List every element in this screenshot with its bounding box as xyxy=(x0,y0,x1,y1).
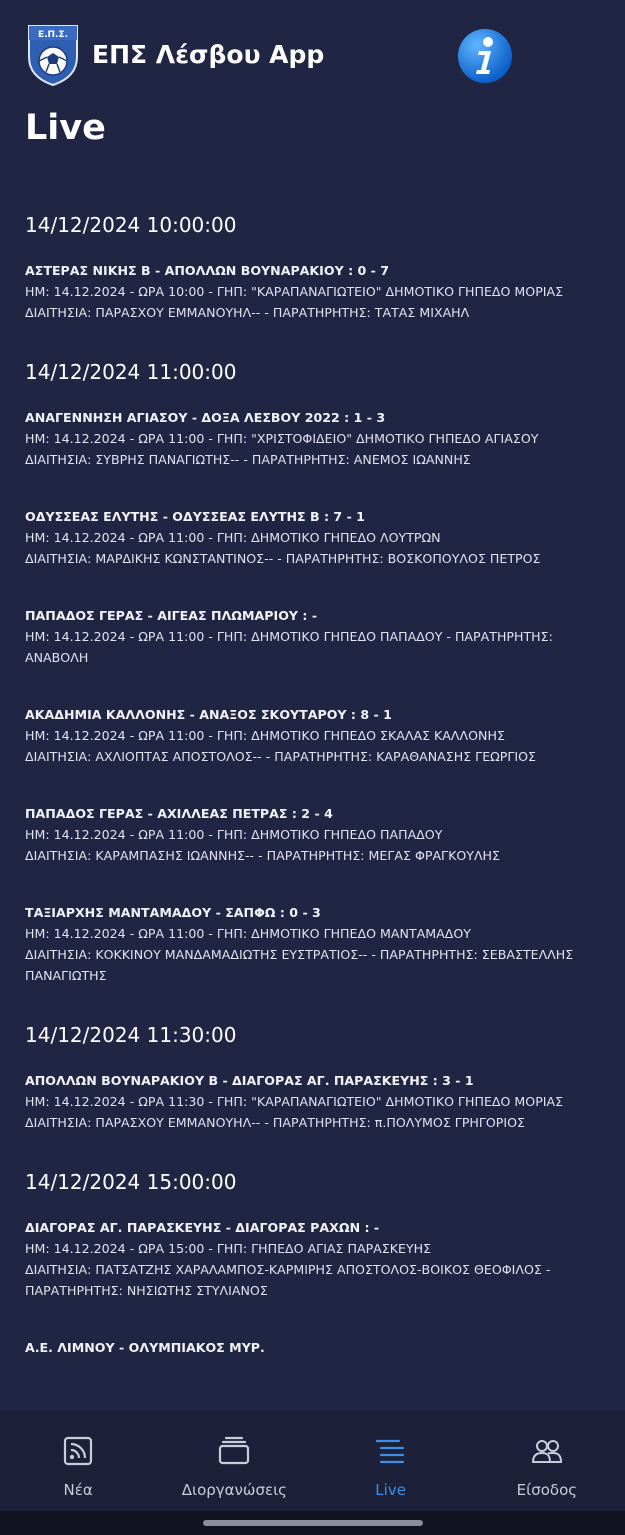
match-title-partial[interactable]: Α.Ε. ΛΙΜΝΟΥ - ΟΛΥΜΠΙΑΚΟΣ ΜΥΡ. xyxy=(25,1340,265,1355)
match-group xyxy=(0,1022,625,1133)
match-details: ΗΜ: 14.12.2024 - ΩΡΑ 11:00 - ΓΗΠ: ΔΗΜΟΤΙΚΟ ΓΗΠΕΔΟ ΛΟΥΤΡΩΝ xyxy=(25,530,441,545)
match-item[interactable] xyxy=(25,803,600,866)
match-title: ΠΑΠΑΔΟΣ ΓΕΡΑΣ - ΑΙΓΕΑΣ ΠΛΩΜΑΡΙΟΥ : - xyxy=(25,608,318,623)
match-details: ΗΜ: 14.12.2024 - ΩΡΑ 11:00 - ΓΗΠ: "ΧΡΙΣΤΟΦΙΔΕΙΟ" ΔΗΜΟΤΙΚΟ ΓΗΠΕΔΟ ΑΓΙΑΣΟΥ xyxy=(25,431,539,446)
match-details: ΗΜ: 14.12.2024 - ΩΡΑ 11:00 - ΓΗΠ: ΔΗΜΟΤΙΚΟ ΓΗΠΕΔΟ ΣΚΑΛΑΣ ΚΑΛΛΟΝΗΣ xyxy=(25,728,505,743)
group-date: 14/12/2024 11:00:00 xyxy=(25,360,237,384)
match-item[interactable] xyxy=(25,260,600,323)
match-officials: ΔΙΑΙΤΗΣΙΑ: ΚΟΚΚΙΝΟΥ ΜΑΝΔΑΜΑΔΙΩΤΗΣ ΕΥΣΤΡΑΤΙΟΣ-- - ΠΑΡΑΤΗΡΗΤΗΣ: ΣΕΒΑΣΤΕΛΛΗΣ ΠΑΝΑΓΙΩΤΗΣ xyxy=(25,947,574,983)
match-group xyxy=(0,359,625,986)
match-details: ΗΜ: 14.12.2024 - ΩΡΑ 15:00 - ΓΗΠ: ΓΗΠΕΔΟ ΑΓΙΑΣ ΠΑΡΑΣΚΕΥΗΣ xyxy=(25,1241,432,1256)
app-header xyxy=(0,0,625,90)
nav-item-login[interactable] xyxy=(469,1411,625,1511)
match-officials: ΔΙΑΙΤΗΣΙΑ: ΠΑΤΣΑΤΖΗΣ ΧΑΡΑΛΑΜΠΟΣ-ΚΑΡΜΙΡΗΣ ΑΠΟΣΤΟΛΟΣ-ΒΟΙΚΟΣ ΘΕΟΦΙΛΟΣ - ΠΑΡΑΤΗΡΗΤΗΣ: ΝΗΣΙΩΤΗΣ ΣΤΥΛΙΑΝΟΣ xyxy=(25,1262,551,1298)
nav-item-competitions[interactable] xyxy=(156,1411,312,1511)
page-title: Live xyxy=(25,108,106,148)
list-icon xyxy=(375,1435,407,1467)
home-gesture-bar[interactable] xyxy=(203,1520,423,1526)
stack-icon xyxy=(218,1435,250,1467)
nav-label: Διοργανώσεις xyxy=(181,1481,287,1499)
live-match-list xyxy=(0,190,625,1412)
match-item[interactable] xyxy=(25,407,600,470)
group-date: 14/12/2024 11:30:00 xyxy=(25,1023,237,1047)
match-details: ΗΜ: 14.12.2024 - ΩΡΑ 11:30 - ΓΗΠ: "ΚΑΡΑΠΑΝΑΓΙΩΤΕΙΟ" ΔΗΜΟΤΙΚΟ ΓΗΠΕΔΟ ΜΟΡΙΑΣ xyxy=(25,1094,564,1109)
info-icon xyxy=(457,28,513,84)
group-date: 14/12/2024 15:00:00 xyxy=(25,1170,237,1194)
match-title: ΑΝΑΓΕΝΝΗΣΗ ΑΓΙΑΣΟΥ - ΔΟΞΑ ΛΕΣΒΟΥ 2022 : 1 - 3 xyxy=(25,410,386,425)
nav-label: Νέα xyxy=(63,1481,93,1499)
match-item[interactable] xyxy=(25,605,600,668)
svg-text:Ε.Π.Σ.: Ε.Π.Σ. xyxy=(37,30,69,40)
match-details: ΗΜ: 14.12.2024 - ΩΡΑ 11:00 - ΓΗΠ: ΔΗΜΟΤΙΚΟ ΓΗΠΕΔΟ ΜΑΝΤΑΜΑΔΟΥ xyxy=(25,926,471,941)
match-group xyxy=(0,1169,625,1301)
group-date: 14/12/2024 10:00:00 xyxy=(25,213,237,237)
match-officials: ΔΙΑΙΤΗΣΙΑ: ΑΧΛΙΟΠΤΑΣ ΑΠΟΣΤΟΛΟΣ-- - ΠΑΡΑΤΗΡΗΤΗΣ: ΚΑΡΑΘΑΝΑΣΗΣ ΓΕΩΡΓΙΟΣ xyxy=(25,749,536,764)
info-button[interactable] xyxy=(457,28,513,84)
match-title: ΑΚΑΔΗΜΙΑ ΚΑΛΛΟΝΗΣ - ΑΝΑΞΟΣ ΣΚΟΥΤΑΡΟΥ : 8 - 1 xyxy=(25,707,392,722)
match-details: ΗΜ: 14.12.2024 - ΩΡΑ 11:00 - ΓΗΠ: ΔΗΜΟΤΙΚΟ ΓΗΠΕΔΟ ΠΑΠΑΔΟΥ - ΠΑΡΑΤΗΡΗΤΗΣ: xyxy=(25,629,553,644)
nav-label: Live xyxy=(375,1481,406,1499)
match-item[interactable] xyxy=(25,902,600,986)
match-item[interactable] xyxy=(25,506,600,569)
match-item[interactable] xyxy=(25,1070,600,1133)
match-officials: ΔΙΑΙΤΗΣΙΑ: ΜΑΡΔΙΚΗΣ ΚΩΝΣΤΑΝΤΙΝΟΣ-- - ΠΑΡΑΤΗΡΗΤΗΣ: ΒΟΣΚΟΠΟΥΛΟΣ ΠΕΤΡΟΣ xyxy=(25,551,541,566)
match-title: ΟΔΥΣΣΕΑΣ ΕΛΥΤΗΣ - ΟΔΥΣΣΕΑΣ ΕΛΥΤΗΣ Β : 7 - 1 xyxy=(25,509,365,524)
nav-label: Είσοδος xyxy=(516,1481,578,1499)
match-officials: ΔΙΑΙΤΗΣΙΑ: ΠΑΡΑΣΧΟΥ ΕΜΜΑΝΟΥΗΛ-- - ΠΑΡΑΤΗΡΗΤΗΣ: ΤΑΤΑΣ ΜΙΧΑΗΛ xyxy=(25,305,470,320)
match-details: ΗΜ: 14.12.2024 - ΩΡΑ 10:00 - ΓΗΠ: "ΚΑΡΑΠΑΝΑΓΙΩΤΕΙΟ" ΔΗΜΟΤΙΚΟ ΓΗΠΕΔΟ ΜΟΡΙΑΣ xyxy=(25,284,564,299)
nav-item-live[interactable] xyxy=(313,1411,469,1511)
match-officials: ΔΙΑΙΤΗΣΙΑ: ΚΑΡΑΜΠΑΣΗΣ ΙΩΑΝΝΗΣ-- - ΠΑΡΑΤΗΡΗΤΗΣ: ΜΕΓΑΣ ΦΡΑΓΚΟΥΛΗΣ xyxy=(25,848,500,863)
app-title: ΕΠΣ Λέσβου App xyxy=(92,40,325,69)
match-officials: ΑΝΑΒΟΛΗ xyxy=(25,650,89,665)
match-officials: ΔΙΑΙΤΗΣΙΑ: ΣΥΒΡΗΣ ΠΑΝΑΓΙΩΤΗΣ-- - ΠΑΡΑΤΗΡΗΤΗΣ: ΑΝΕΜΟΣ ΙΩΑΝΝΗΣ xyxy=(25,452,471,467)
match-details: ΗΜ: 14.12.2024 - ΩΡΑ 11:00 - ΓΗΠ: ΔΗΜΟΤΙΚΟ ΓΗΠΕΔΟ ΠΑΠΑΔΟΥ xyxy=(25,827,443,842)
system-gesture-area xyxy=(0,1511,625,1535)
rss-icon xyxy=(62,1435,94,1467)
match-title: ΤΑΞΙΑΡΧΗΣ ΜΑΝΤΑΜΑΔΟΥ - ΣΑΠΦΩ : 0 - 3 xyxy=(25,905,321,920)
match-title: ΑΠΟΛΛΩΝ ΒΟΥΝΑΡΑΚΙΟΥ Β - ΔΙΑΓΟΡΑΣ ΑΓ. ΠΑΡΑΣΚΕΥΗΣ : 3 - 1 xyxy=(25,1073,474,1088)
match-officials: ΔΙΑΙΤΗΣΙΑ: ΠΑΡΑΣΧΟΥ ΕΜΜΑΝΟΥΗΛ-- - ΠΑΡΑΤΗΡΗΤΗΣ: π.ΠΟΛΥΜΟΣ ΓΡΗΓΟΡΙΟΣ xyxy=(25,1115,525,1130)
match-title: ΠΑΠΑΔΟΣ ΓΕΡΑΣ - ΑΧΙΛΛΕΑΣ ΠΕΤΡΑΣ : 2 - 4 xyxy=(25,806,333,821)
match-item[interactable] xyxy=(25,704,600,767)
bottom-navigation xyxy=(0,1411,625,1511)
match-title: ΑΣΤΕΡΑΣ ΝΙΚΗΣ Β - ΑΠΟΛΛΩΝ ΒΟΥΝΑΡΑΚΙΟΥ : 0 - 7 xyxy=(25,263,390,278)
match-group xyxy=(0,212,625,323)
nav-item-news[interactable] xyxy=(0,1411,156,1511)
match-item[interactable] xyxy=(25,1217,600,1301)
eps-lesvos-logo xyxy=(25,23,81,87)
users-icon xyxy=(531,1435,563,1467)
match-title: ΔΙΑΓΟΡΑΣ ΑΓ. ΠΑΡΑΣΚΕΥΗΣ - ΔΙΑΓΟΡΑΣ ΡΑΧΩΝ : - xyxy=(25,1220,380,1235)
